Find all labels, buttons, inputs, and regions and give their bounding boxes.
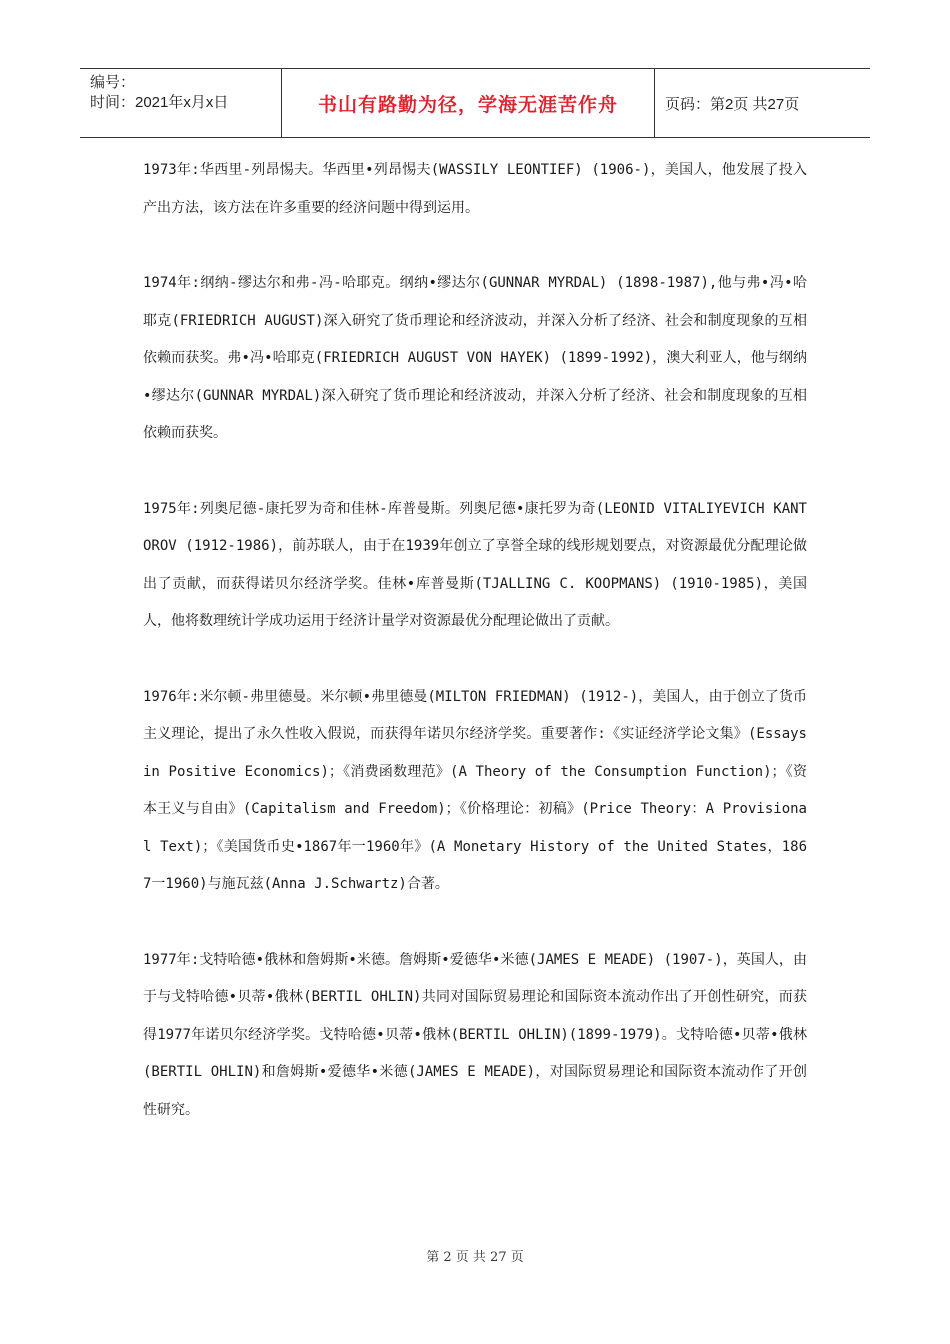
serial-label: 编号：	[90, 74, 136, 91]
motto: 书山有路勤为径，学海无涯苦作舟	[282, 69, 655, 137]
header-left-cell	[80, 69, 282, 137]
paragraph-1976: 1976年:米尔顿-弗里德曼。米尔顿•弗里德曼(MILTON FRIEDMAN) (1912-)，美国人，由于创立了货币主义理论，提出了永久性收入假说，而获得年诺贝尔经济学奖。重要著作:《实证经济学论文集》(Essays in Positive Economics)；《消费函数理范》(A Theory of the Consumption Function)；《资本王义与自由》(Capitalism and Freedom)；《价格理论：初稿》(Price Theory：A Provisional Text)；《美国货币史•1867年一1960年》(A Monetary History of the United States，1867一1960)与施瓦兹(Anna J.Schwartz)合著。	[143, 688, 807, 892]
page-label: 页码：第2页 共27页	[665, 95, 800, 113]
page-header	[80, 68, 870, 138]
page-footer: 第 2 页 共 27 页	[426, 1250, 524, 1265]
paragraph-1975: 1975年:列奥尼德-康托罗为奇和佳林-库普曼斯。列奥尼德•康托罗为奇(LEONID VITALIYEVICH KANTOROV (1912-1986)，前苏联人，由于在1939年创立了享誉全球的线形规划要点，对资源最优分配理论做出了贡献，而获得诺贝尔经济学奖。佳林•库普曼斯(TJALLING C. KOOPMANS) (1910-1985)，美国人，他将数理统计学成功运用于经济计量学对资源最优分配理论做出了贡献。	[143, 500, 807, 629]
paragraph-1974: 1974年:纲纳-缪达尔和弗-冯-哈耶克。纲纳•缪达尔(GUNNAR MYRDAL) (1898-1987),他与弗•冯•哈耶克(FRIEDRICH AUGUST)深入研究了货币理论和经济波动，并深入分析了经济、社会和制度现象的互相依赖而获奖。弗•冯•哈耶克(FRIEDRICH AUGUST VON HAYEK) (1899-1992)，澳大利亚人，他与纲纳•缪达尔(GUNNAR MYRDAL)深入研究了货币理论和经济波动，并深入分析了经济、社会和制度现象的互相依赖而获奖。	[143, 275, 807, 441]
document-body	[143, 152, 807, 1167]
paragraph-1973: 1973年:华西里-列昂惕夫。华西里•列昂惕夫(WASSILY LEONTIEF) (1906-)，美国人，他发展了投入产出方法，该方法在许多重要的经济问题中得到运用。	[143, 162, 807, 216]
paragraph-1977: 1977年:戈特哈德•俄林和詹姆斯•米德。詹姆斯•爱德华•米德(JAMES E MEADE) (1907-)，英国人，由于与戈特哈德•贝蒂•俄林(BERTIL OHLIN)共同对国际贸易理论和国际资本流动作出了开创性研究，而获得1977年诺贝尔经济学奖。戈特哈德•贝蒂•俄林(BERTIL OHLIN)(1899-1979)。戈特哈德•贝蒂•俄林(BERTIL OHLIN)和詹姆斯•爱德华•米德(JAMES E MEADE)，对国际贸易理论和国际资本流动作了开创性研究。	[143, 951, 807, 1118]
date-label: 时间：2021年x月x日	[90, 94, 229, 111]
